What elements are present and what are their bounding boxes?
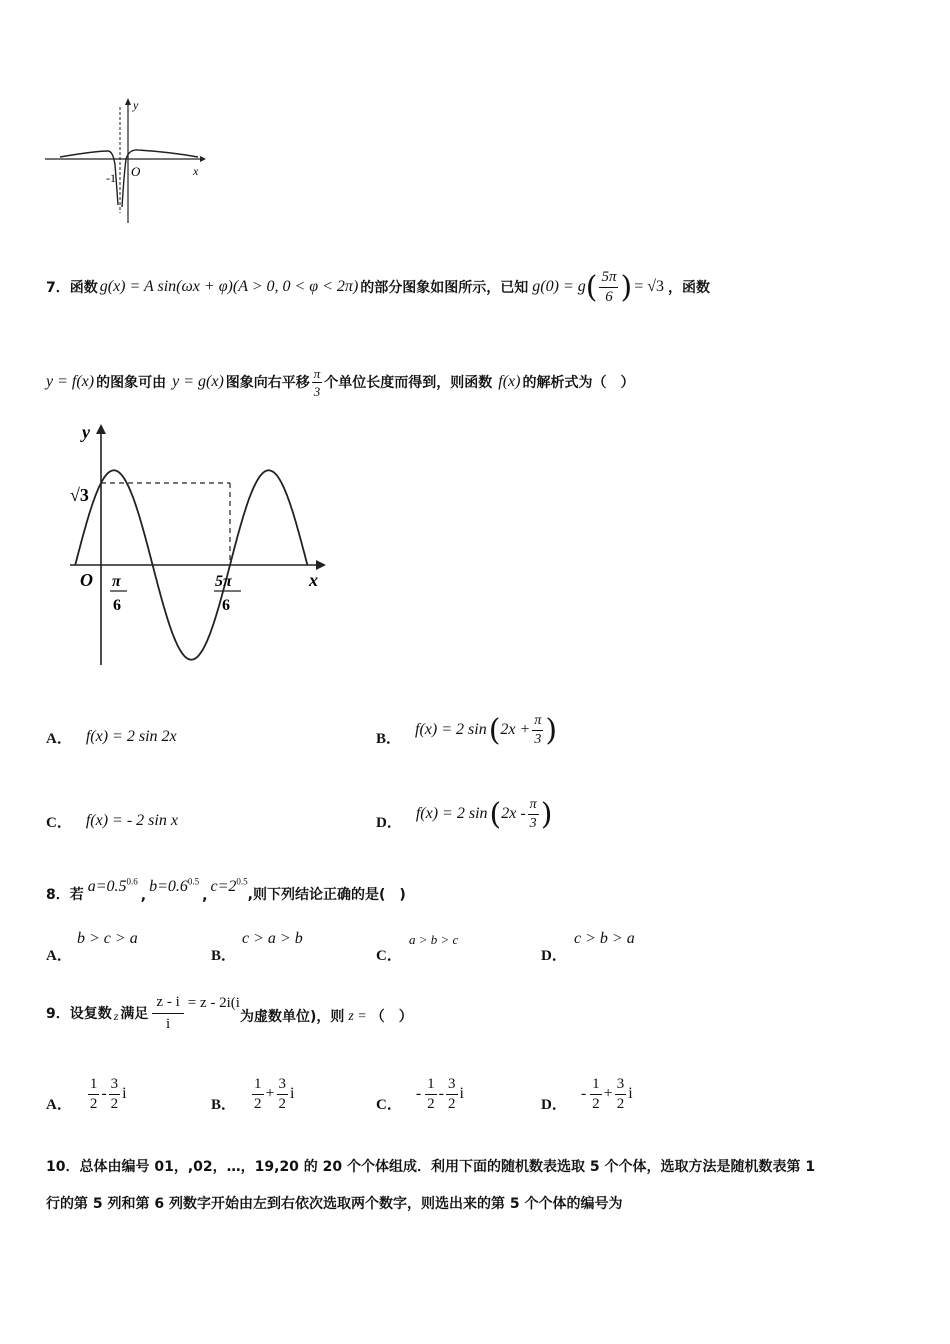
q9-stem: [46, 988, 413, 1038]
q9-option-b-den2: 2: [278, 1095, 287, 1112]
q9-option-c-frac1: [425, 1077, 437, 1112]
q8-a-base: a=0.5: [87, 878, 127, 895]
q8-a-def: [88, 876, 138, 896]
q7-shift-num: π: [313, 365, 321, 381]
q9-number: 9．: [46, 1006, 70, 1022]
q9-option-d[interactable]: [541, 1068, 633, 1120]
q7-option-c[interactable]: [46, 806, 178, 836]
q7-option-a[interactable]: [46, 722, 177, 752]
q7-option-d[interactable]: [376, 786, 552, 842]
x-axis-arrow-icon: [200, 156, 206, 162]
q8-text2: ,则下列结论正确的是( ): [247, 887, 406, 903]
q7-text2: 的部分图象如图所示，已知: [360, 280, 529, 296]
q9-option-a-op: -: [101, 1085, 107, 1102]
q9-option-a-den1: 2: [89, 1095, 98, 1112]
q9-option-a[interactable]: [46, 1068, 127, 1120]
q8-option-c-expr: a > b > c: [409, 932, 459, 947]
q8-c-exp: 0.5: [236, 876, 248, 887]
q6-graph: [40, 95, 215, 230]
q7-tick2-den: 6: [222, 597, 230, 614]
q9-option-a-den2: 2: [110, 1095, 119, 1112]
q9-frac-num: z - i: [152, 995, 183, 1014]
q7-g0: g(0) = g: [532, 278, 586, 295]
q7-tick2-num: 5π: [215, 573, 232, 590]
q7-y-g: y = g(x): [172, 373, 224, 390]
q7-line2: [46, 361, 634, 403]
q7-option-b-lhs: f(x) = 2 sin: [415, 721, 487, 738]
q7-text6: 个单位长度而得到，则函数: [324, 375, 493, 391]
q7-option-b-label: B．: [376, 730, 402, 747]
q9-option-a-frac1: [88, 1077, 100, 1112]
q7-option-a-expr: f(x) = 2 sin 2x: [85, 728, 177, 745]
q7-option-d-paren-close: ): [540, 796, 553, 832]
q8-option-a-expr: b > c > a: [77, 930, 138, 947]
q8-option-d-expr: c > b > a: [574, 930, 635, 947]
q7-sine-graph: [60, 418, 340, 673]
q8-option-b-label: B．: [211, 948, 237, 964]
q9-option-d-den2: 2: [616, 1095, 625, 1112]
q9-option-b-num2: 3: [277, 1077, 289, 1095]
q7-x-axis-arrow-icon: [316, 560, 326, 570]
q8-a-exp: 0.6: [126, 876, 138, 887]
q7-option-b-den: 3: [534, 731, 542, 747]
q9-option-c-op: -: [438, 1085, 444, 1102]
q9-option-b-label: B．: [211, 1096, 237, 1113]
q9-option-d-frac1: [590, 1077, 602, 1112]
q7-graph-x-label: x: [309, 570, 318, 590]
q7-option-d-den: 3: [529, 815, 537, 831]
q9-text3: 为虚数单位)，则: [239, 1009, 345, 1025]
q7-tick1-den: 6: [113, 597, 121, 614]
q9-text2: 满足: [120, 1006, 149, 1022]
q9-option-b-i: i: [290, 1085, 295, 1102]
q7-option-d-paren-open: (: [489, 796, 502, 832]
q7-option-b-paren-close: ): [545, 712, 558, 748]
q8-c-base: c=2: [210, 878, 237, 895]
q7-eq-sqrt3: = √3: [634, 278, 664, 295]
q7-option-c-expr: f(x) = - 2 sin x: [85, 812, 178, 829]
q8-c-def: [211, 876, 248, 896]
q9-option-c-num1: 1: [425, 1077, 437, 1095]
q9-z: z: [113, 1008, 119, 1023]
q7-y-f: y = f(x): [46, 373, 95, 390]
q9-option-d-pre: -: [580, 1085, 587, 1102]
q9-option-c-den2: 2: [448, 1095, 456, 1112]
q7-y-axis-arrow-icon: [96, 424, 106, 434]
q8-stem: [46, 872, 406, 904]
q9-option-a-num2: 3: [109, 1077, 121, 1095]
q9-text1: 设复数: [69, 1006, 112, 1022]
q7-option-a-label: A．: [46, 730, 72, 747]
q9-option-b-den1: 2: [254, 1095, 262, 1112]
q9-option-d-den1: 2: [592, 1095, 600, 1112]
q9-option-b-frac1: [252, 1077, 264, 1112]
q9-option-c-num2: 3: [446, 1077, 458, 1095]
q7-text5: 图象向右平移: [225, 375, 310, 391]
q8-number: 8．: [46, 887, 70, 903]
q7-option-d-label: D．: [376, 814, 402, 831]
q9-option-b-num1: 1: [252, 1077, 264, 1095]
q9-option-d-i: i: [628, 1085, 633, 1102]
q7-option-b-frac: [532, 714, 543, 747]
q8-option-a-label: A．: [46, 948, 72, 964]
q9-option-d-num2: 3: [615, 1077, 627, 1095]
q9-option-c-label: C．: [376, 1096, 402, 1113]
q9-option-c-den1: 2: [427, 1095, 435, 1112]
q7-f-x: f(x): [498, 373, 521, 390]
q8-b-exp: 0.5: [187, 876, 200, 887]
q8-b-def: [149, 876, 199, 896]
q7-paren-close: ): [620, 269, 633, 305]
q9-frac: [152, 995, 183, 1032]
q9-option-b-frac2: [277, 1077, 289, 1112]
q7-text3: ，函数: [668, 280, 710, 296]
q6-origin-label: O: [131, 164, 141, 179]
q7-number: 7．: [46, 280, 70, 296]
q6-minus-one-label: -1: [106, 171, 116, 185]
q7-graph-y-label: y: [82, 422, 90, 442]
q7-option-c-label: C．: [46, 814, 72, 831]
q7-g-expr: g(x) = A sin(ωx + φ)(A > 0, 0 < φ < 2π): [99, 278, 359, 295]
q7-tick1-num: π: [112, 573, 121, 590]
q9-option-a-frac2: [109, 1077, 121, 1112]
q7-option-d-inner: 2x -: [501, 805, 526, 822]
q10-line1: 10．总体由编号 01，,02，…，19,20 的 20 个个体组成．利用下面的随机数表选取 5 个个体，选取方法是随机数表第 1: [46, 1159, 816, 1175]
q7-option-b-inner: 2x +: [500, 721, 531, 738]
y-axis-arrow-icon: [125, 98, 131, 105]
q9-option-a-num1: 1: [88, 1077, 100, 1095]
q7-known-den: 6: [605, 288, 613, 305]
q9-option-c[interactable]: [376, 1068, 464, 1120]
q10-line2: 行的第 5 列和第 6 列数字开始由左到右依次选取两个数字，则选出来的第 5 个个体的编号为: [46, 1196, 623, 1212]
q7-graph-origin: O: [80, 570, 93, 590]
q7-known-num: 5π: [599, 270, 618, 288]
q8-option-b-expr: c > a > b: [242, 930, 303, 947]
q7-known-frac: [599, 270, 618, 305]
q7-text4: 的图象可由: [96, 375, 167, 391]
q9-option-c-frac2: [446, 1077, 458, 1112]
q9-option-b-op: +: [265, 1085, 275, 1102]
q7-text1: 函数: [69, 280, 98, 296]
q7-option-b[interactable]: [376, 702, 557, 758]
q6-x-label: x: [193, 164, 199, 178]
q8-sep2: ,: [202, 888, 208, 904]
q9-option-d-op: +: [603, 1085, 613, 1102]
q9-option-d-frac2: [615, 1077, 627, 1112]
q7-text7: 的解析式为（ ）: [522, 375, 635, 391]
q7-option-d-num: π: [528, 798, 539, 815]
q9-frac-den: i: [166, 1015, 171, 1032]
q9-z-eq: z =: [348, 1009, 367, 1024]
q8-text1: 若: [69, 887, 84, 903]
q9-rhs: = z - 2i(i: [187, 994, 240, 1011]
q7-shift-frac: [312, 367, 323, 398]
q8-option-d-label: D．: [541, 948, 567, 964]
q8-sep1: ,: [140, 888, 147, 904]
q7-option-d-frac: [528, 798, 539, 831]
q9-option-c-pre: -: [415, 1085, 422, 1102]
q7-paren-open: (: [585, 269, 598, 305]
q6-y-label: y: [133, 98, 139, 112]
q7-option-b-num: π: [532, 714, 543, 731]
q9-text4: （ ）: [370, 1009, 413, 1025]
q9-option-a-label: A．: [46, 1096, 72, 1113]
q7-graph-sqrt3: √3: [70, 485, 89, 505]
q8-b-base: b=0.6: [149, 878, 188, 895]
q9-option-c-i: i: [459, 1085, 464, 1102]
q7-option-d-lhs: f(x) = 2 sin: [415, 805, 488, 822]
q9-option-a-i: i: [122, 1085, 127, 1102]
q9-option-d-num1: 1: [590, 1077, 602, 1095]
q7-line1: [46, 262, 710, 312]
q9-option-d-label: D．: [541, 1096, 567, 1113]
q7-shift-den: 3: [313, 383, 321, 399]
q8-option-c-label: C．: [376, 948, 402, 964]
q7-option-b-paren-open: (: [488, 712, 501, 748]
q9-option-b[interactable]: [211, 1068, 295, 1120]
